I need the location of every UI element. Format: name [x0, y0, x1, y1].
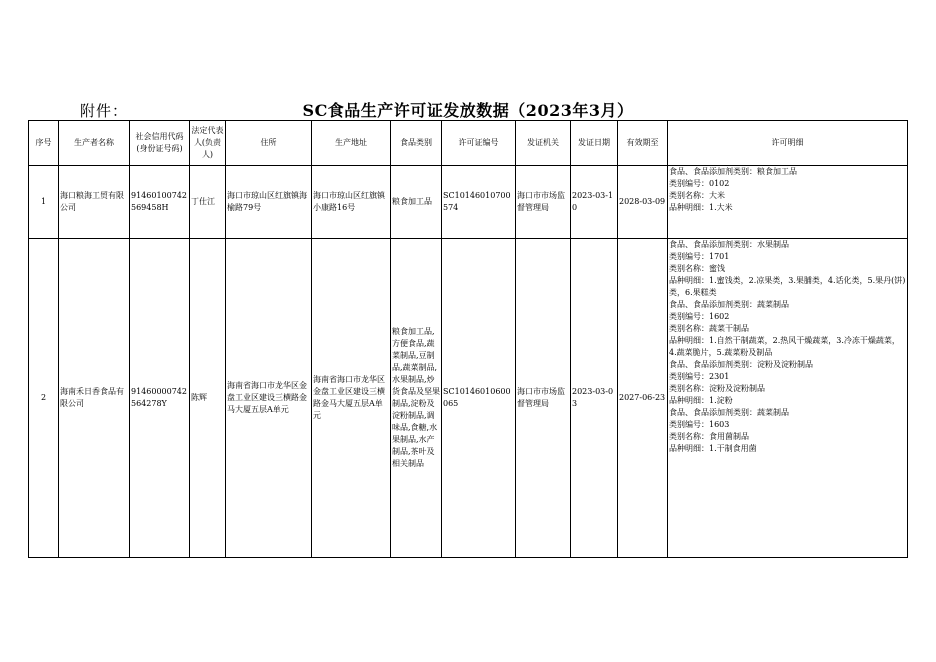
cell-credit-code: 91460000742564278Y [130, 239, 190, 558]
detail-line: 类别编号：1603 [669, 420, 730, 429]
cell-food-category: 粮食加工品,方便食品,蔬菜制品,豆制品,蔬菜制品,水果制品,炒货食品及坚果制品,淀粉及淀粉制品,调味品,食糖,水果制品,水产制品,茶叶及相关制品 [391, 239, 442, 558]
cell-issue-date: 2023-03-03 [571, 239, 618, 558]
detail-line: 类别编号：1701 [669, 252, 730, 261]
cell-producer: 海南禾日香食品有限公司 [59, 239, 130, 558]
cell-license-no: SC10146010600065 [442, 239, 516, 558]
detail-line: 品种明细：1.大米 [669, 203, 733, 212]
cell-food-category: 粮食加工品 [391, 166, 442, 239]
cell-issue-date: 2023-03-10 [571, 166, 618, 239]
detail-line: 类别名称：大米 [669, 191, 725, 200]
detail-line: 食品、食品添加剂类别：蔬菜制品 [669, 300, 789, 309]
cell-seq: 1 [29, 166, 59, 239]
cell-production-address: 海南省海口市龙华区金盘工业区建设三横路金马大厦五层A单元 [312, 239, 391, 558]
table-row [29, 166, 908, 239]
header-residence: 住所 [226, 121, 312, 166]
detail-line: 类别名称：蔬菜干制品 [669, 324, 749, 333]
header-issuing-authority: 发证机关 [516, 121, 571, 166]
detail-line: 品种明细：1.自然干制蔬菜，2.热风干燥蔬菜，3.冷冻干燥蔬菜，4.蔬菜脆片，5.蔬菜粉及制品 [669, 336, 900, 357]
detail-line: 类别编号：2301 [669, 372, 730, 381]
detail-line: 类别编号：0102 [669, 179, 730, 188]
cell-issuing-authority: 海口市市场监督管理局 [516, 166, 571, 239]
header-seq: 序号 [29, 121, 59, 166]
detail-line: 类别名称：蜜饯 [669, 264, 725, 273]
cell-details [668, 166, 908, 239]
cell-legal-rep: 丁仕江 [190, 166, 226, 239]
attachment-label: 附件： [80, 102, 129, 120]
cell-production-address: 海口市琼山区红旗镇小康路16号 [312, 166, 391, 239]
table-row [29, 239, 908, 558]
detail-line: 品种明细：1.蜜饯类，2.凉果类，3.果脯类，4.话化类，5.果丹(饼)类，6.果糕类 [669, 276, 906, 297]
detail-line: 品种明细：1.干制食用菌 [669, 444, 757, 453]
cell-producer: 海口粮海工贸有限公司 [59, 166, 130, 239]
detail-line: 食品、食品添加剂类别：粮食加工品 [669, 167, 797, 176]
table-header [29, 121, 908, 166]
header-issue-date: 发证日期 [571, 121, 618, 166]
cell-seq: 2 [29, 239, 59, 558]
document-title: SC食品生产许可证发放数据（2023年3月） [302, 101, 634, 120]
header-credit-code: 社会信用代码(身份证号码) [130, 121, 190, 166]
detail-line: 类别名称：淀粉及淀粉制品 [669, 384, 765, 393]
document-header [28, 98, 908, 120]
header-valid-until: 有效期至 [618, 121, 668, 166]
detail-line: 食品、食品添加剂类别：淀粉及淀粉制品 [669, 360, 813, 369]
header-license-no: 许可证编号 [442, 121, 516, 166]
cell-issuing-authority: 海口市市场监督管理局 [516, 239, 571, 558]
header-producer: 生产者名称 [59, 121, 130, 166]
cell-legal-rep: 陈辉 [190, 239, 226, 558]
detail-line: 食品、食品添加剂类别：水果制品 [669, 240, 789, 249]
header-details: 许可明细 [668, 121, 908, 166]
cell-residence: 海南省海口市龙华区金盘工业区建设三横路金马大厦五层A单元 [226, 239, 312, 558]
cell-valid-until: 2027-06-23 [618, 239, 668, 558]
cell-details [668, 239, 908, 558]
cell-license-no: SC10146010700574 [442, 166, 516, 239]
detail-line: 类别名称：食用菌制品 [669, 432, 749, 441]
header-production-address: 生产地址 [312, 121, 391, 166]
header-food-category: 食品类别 [391, 121, 442, 166]
cell-residence: 海口市琼山区红旗镇海榆路79号 [226, 166, 312, 239]
detail-line: 类别编号：1602 [669, 312, 730, 321]
detail-line: 品种明细：1.淀粉 [669, 396, 733, 405]
detail-line: 食品、食品添加剂类别：蔬菜制品 [669, 408, 789, 417]
cell-valid-until: 2028-03-09 [618, 166, 668, 239]
cell-credit-code: 91460100742569458H [130, 166, 190, 239]
license-table [28, 120, 908, 558]
header-legal-rep: 法定代表人(负责人) [190, 121, 226, 166]
